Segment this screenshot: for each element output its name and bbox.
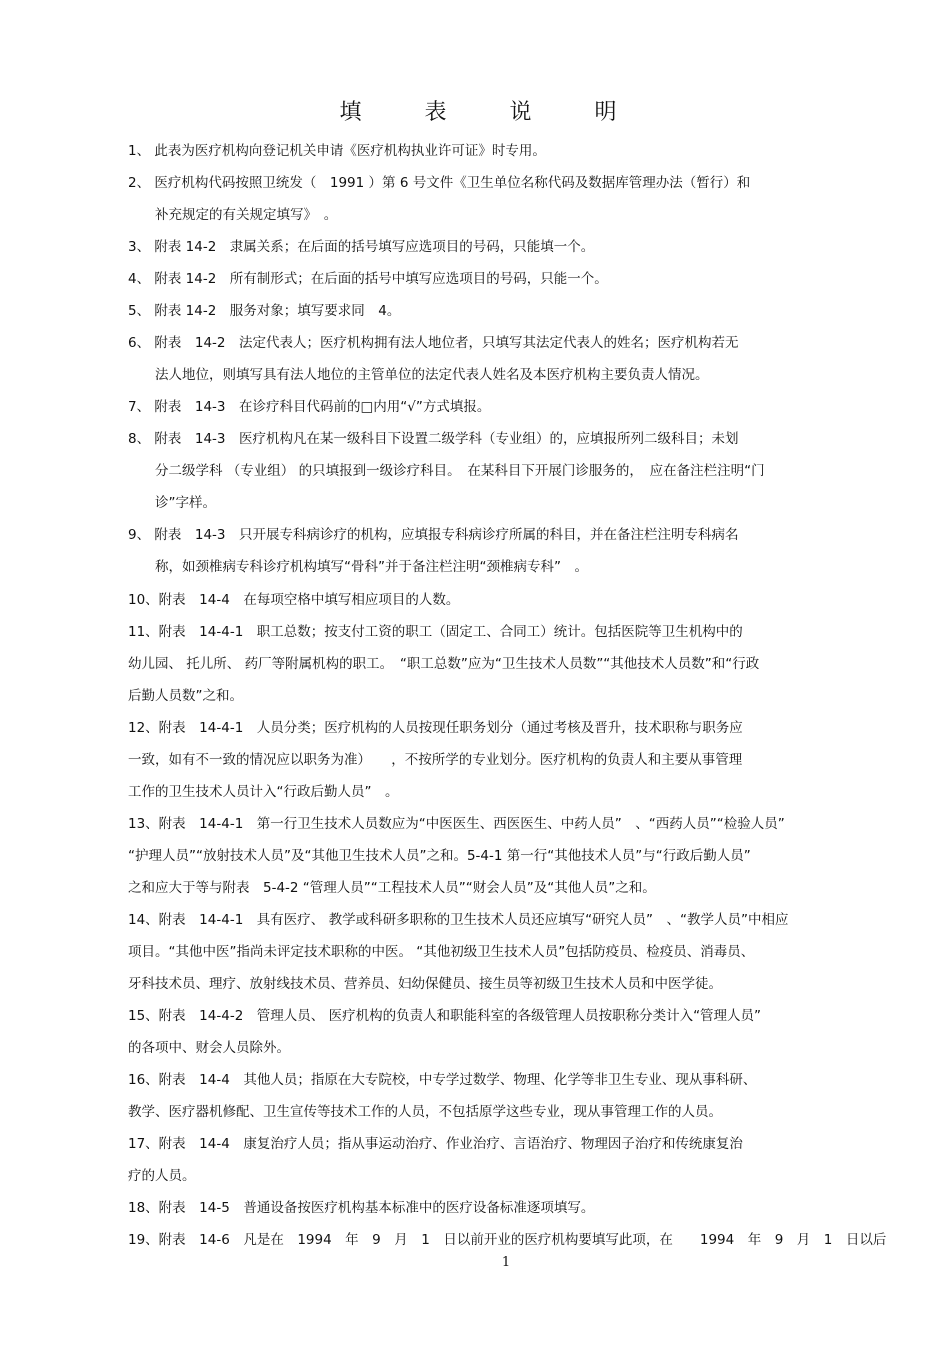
instruction-line: 疗的人员。 <box>128 1168 196 1184</box>
instruction-line: 补充规定的有关规定填写》 。 <box>155 207 338 223</box>
instruction-line: 诊”字样。 <box>155 495 216 511</box>
instruction-line: 12、附表 14-4-1 人员分类；医疗机构的人员按现任职务划分（通过考核及晋升，技术职称与职务应 <box>128 720 743 736</box>
instruction-line: “护理人员”“放射技术人员”及“其他卫生技术人员”之和。5-4-1 第一行“其他技术人员”与“行政后勤人员” <box>128 848 751 864</box>
instruction-line: 16、附表 14-4 其他人员；指原在大专院校，中专学过数学、物理、化学等非卫生专业、现从事科研、 <box>128 1072 757 1088</box>
instruction-line: 项目。“其他中医”指尚未评定技术职称的中医。 “其他初级卫生技术人员”包括防疫员、检疫员、消毒员、 <box>128 944 755 960</box>
instruction-line: 工作的卫生技术人员计入“行政后勤人员” 。 <box>128 784 399 800</box>
instruction-line: 3、 附表 14-2 隶属关系；在后面的括号填写应选项目的号码，只能填一个。 <box>128 239 595 255</box>
instruction-line: 7、 附表 14-3 在诊疗科目代码前的□内用“√”方式填报。 <box>128 399 491 415</box>
instruction-line: 13、附表 14-4-1 第一行卫生技术人员数应为“中医医生、西医医生、中药人员” 、“西药人员”“检验人员” <box>128 816 785 832</box>
instruction-line: 1、 此表为医疗机构向登记机关申请《医疗机构执业许可证》时专用。 <box>128 143 546 159</box>
page-title: 填 表 说 明 <box>339 100 645 125</box>
instruction-line: 14、附表 14-4-1 具有医疗、 教学或科研多职称的卫生技术人员还应填写“研究人员” 、“教学人员”中相应 <box>128 912 789 928</box>
instruction-line: 教学、医疗器机修配、卫生宣传等技术工作的人员，不包括原学这些专业，现从事管理工作的人员。 <box>128 1104 722 1120</box>
instruction-line: 后勤人员数”之和。 <box>128 688 243 704</box>
instruction-line: 18、附表 14-5 普通设备按医疗机构基本标准中的医疗设备标准逐项填写。 <box>128 1200 595 1216</box>
instruction-line: 4、 附表 14-2 所有制形式；在后面的括号中填写应选项目的号码，只能一个。 <box>128 271 608 287</box>
instruction-line: 5、 附表 14-2 服务对象；填写要求同 4。 <box>128 303 401 319</box>
instruction-line: 分二级学科 （专业组） 的只填报到一级诊疗科目。 在某科目下开展门诊服务的， 应在备注栏注明“门 <box>155 463 765 479</box>
instruction-line: 称，如颈椎病专科诊疗机构填写“骨科”并于备注栏注明“颈椎病专科” 。 <box>155 559 588 575</box>
instruction-line: 2、 医疗机构代码按照卫统发（ 1991 ）第 6 号文件《卫生单位名称代码及数据库管理办法（暂行）和 <box>128 175 751 191</box>
instruction-line: 幼儿园、 托儿所、 药厂等附属机构的职工。 “职工总数”应为“卫生技术人员数”“其他技术人员数”和“行政 <box>128 656 760 672</box>
instruction-line: 8、 附表 14-3 医疗机构凡在某一级科目下设置二级学科（专业组）的，应填报所列二级科目；未划 <box>128 431 739 447</box>
instruction-line: 9、 附表 14-3 只开展专科病诊疗的机构，应填报专科病诊疗所属的科目，并在备注栏注明专科病名 <box>128 527 739 543</box>
instruction-line: 之和应大于等与附表 5-4-2 “管理人员”“工程技术人员”“财会人员”及“其他人员”之和。 <box>128 880 656 896</box>
instruction-line: 17、附表 14-4 康复治疗人员；指从事运动治疗、作业治疗、言语治疗、物理因子治疗和传统康复治 <box>128 1136 743 1152</box>
instruction-line: 的各项中、财会人员除外。 <box>128 1040 290 1056</box>
instruction-line: 6、 附表 14-2 法定代表人；医疗机构拥有法人地位者，只填写其法定代表人的姓名；医疗机构若无 <box>128 335 739 351</box>
instruction-line: 15、附表 14-4-2 管理人员、 医疗机构的负责人和职能科室的各级管理人员按职称分类计入“管理人员” <box>128 1008 762 1024</box>
page-number: 1 <box>501 1255 511 1270</box>
instruction-line: 法人地位，则填写具有法人地位的主管单位的法定代表人姓名及本医疗机构主要负责人情况。 <box>155 367 709 383</box>
instruction-line: 一致，如有不一致的情况应以职务为准） ，不按所学的专业划分。医疗机构的负责人和主要从事管理 <box>128 752 743 768</box>
instruction-line: 牙科技术员、理疗、放射线技术员、营养员、妇幼保健员、接生员等初级卫生技术人员和中医学徒。 <box>128 976 722 992</box>
instruction-line: 11、附表 14-4-1 职工总数；按支付工资的职工（固定工、合同工）统计。包括医院等卫生机构中的 <box>128 624 743 640</box>
instruction-line: 19、附表 14-6 凡是在 1994 年 9 月 1 日以前开业的医疗机构要填写此项，在 1994 年 9 月 1 日以后 <box>128 1232 887 1248</box>
instruction-line: 10、附表 14-4 在每项空格中填写相应项目的人数。 <box>128 592 460 608</box>
